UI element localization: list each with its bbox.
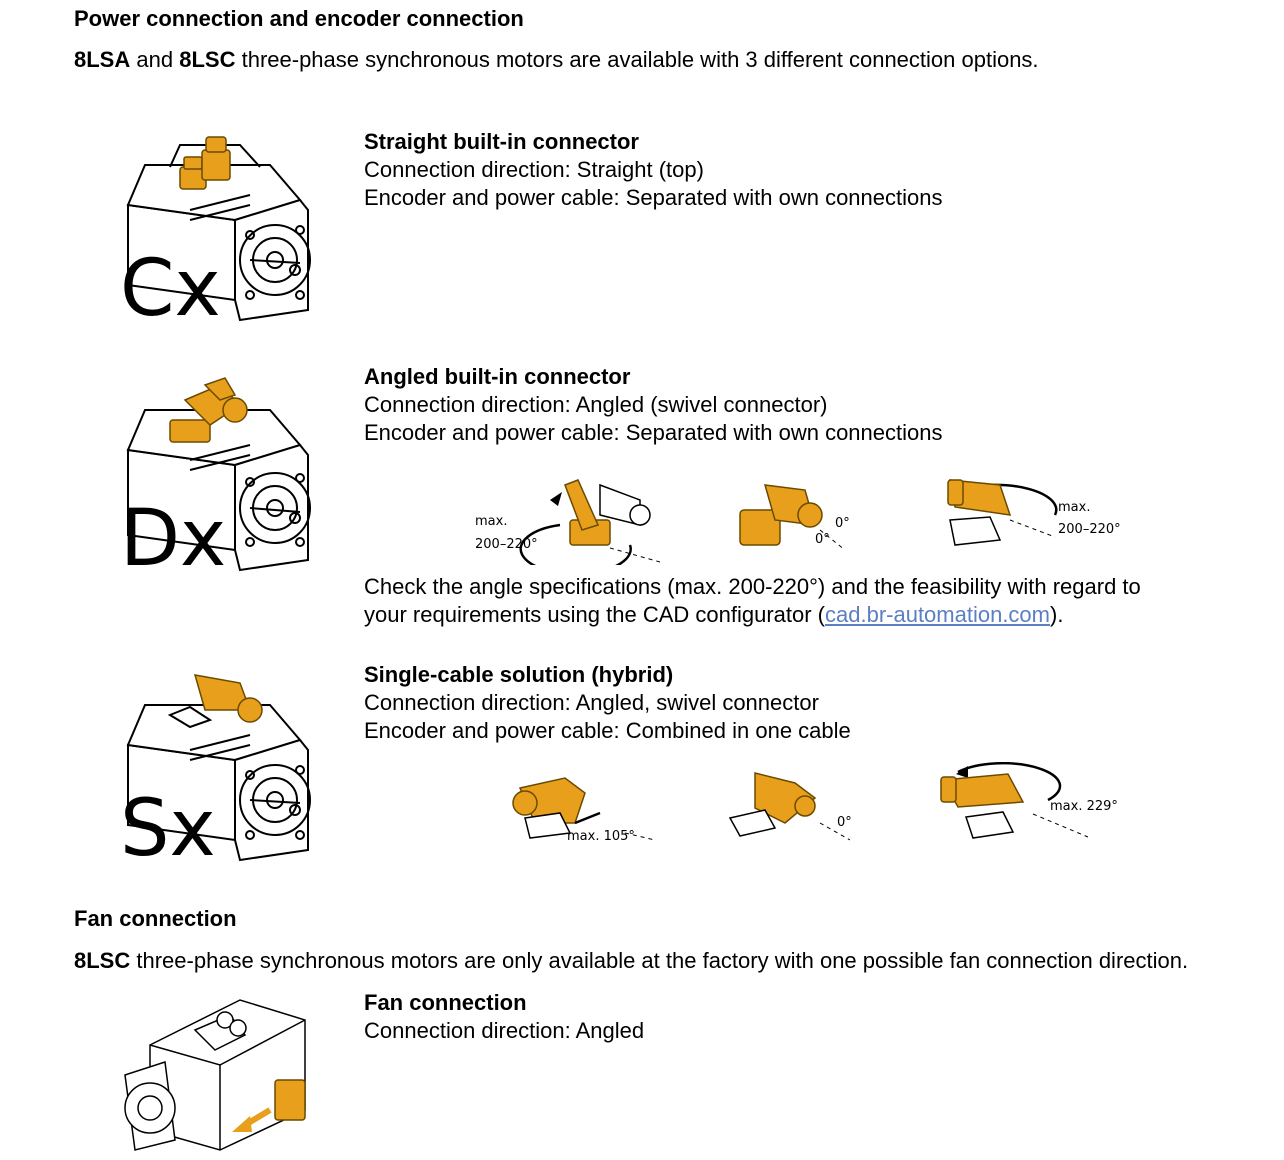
section-heading-power: Power connection and encoder connection [74, 6, 524, 31]
option-dx-title: Angled built-in connector [364, 364, 631, 389]
option-cx-title: Straight built-in connector [364, 129, 639, 154]
option-dx-text [364, 363, 942, 447]
option-cx-text [364, 128, 942, 212]
sx-angle-b-label: 0° [837, 815, 852, 830]
motor-cx-illustration [110, 125, 320, 325]
dx-angle-c-max: max. [1058, 500, 1091, 515]
code-sx: Sx [120, 784, 216, 865]
sx-angle-a-label: max. 105° [567, 829, 635, 844]
dx-angle-b-illustration [735, 475, 855, 560]
dx-note-line2 [364, 601, 1141, 629]
cad-configurator-link[interactable]: cad.br-automation.com [825, 602, 1050, 627]
motor-dx-illustration [110, 370, 320, 575]
option-sx-direction: Connection direction: Angled, swivel connector [364, 690, 819, 715]
dx-angle-c-range: 200–220° [1058, 522, 1121, 537]
intro-paragraph [74, 47, 1039, 73]
code-dx: Dx [120, 494, 227, 575]
option-sx-cable: Encoder and power cable: Combined in one cable [364, 718, 851, 743]
sx-angle-c-illustration [938, 762, 1118, 842]
fan-title: Fan connection [364, 990, 527, 1015]
dx-angle-c-illustration [940, 465, 1140, 555]
dx-angle-b-zero2: 0° [815, 532, 830, 547]
dx-note-pre: your requirements using the CAD configurator ( [364, 602, 825, 627]
intro-and: and [136, 47, 174, 72]
dx-note-line1: Check the angle specifications (max. 200-220°) and the feasibility with regard to [364, 574, 1141, 599]
option-dx-cable: Encoder and power cable: Separated with own connections [364, 420, 943, 445]
option-sx-text [364, 661, 851, 745]
dx-note [364, 573, 1141, 629]
fan-text [364, 989, 644, 1045]
option-cx-direction: Connection direction: Straight (top) [364, 157, 704, 182]
code-cx: Cx [120, 244, 221, 325]
dx-angle-a-range: 200–220° [475, 537, 538, 552]
option-sx-title: Single-cable solution (hybrid) [364, 662, 674, 687]
fan-intro-rest: three-phase synchronous motors are only available at the factory with one possible fan connection direction. [136, 948, 1189, 973]
sx-angle-b-illustration [725, 768, 855, 848]
intro-rest: three-phase synchronous motors are available with 3 different connection options. [241, 47, 1039, 72]
fan-motor-illustration [120, 990, 320, 1155]
dx-angle-a-illustration [470, 470, 670, 565]
section-heading-fan: Fan connection [74, 906, 237, 931]
motor-sx-illustration [110, 665, 320, 865]
option-cx-cable: Encoder and power cable: Separated with own connections [364, 185, 943, 210]
dx-angle-a-max: max. [475, 514, 508, 529]
model-8lsc: 8LSC [179, 47, 236, 72]
sx-angle-a-illustration [505, 768, 665, 848]
fan-intro-paragraph [74, 948, 1188, 974]
fan-direction: Connection direction: Angled [364, 1018, 645, 1043]
model-8lsa: 8LSA [74, 47, 131, 72]
model-8lsc-fan: 8LSC [74, 948, 131, 973]
sx-angle-c-label: max. 229° [1050, 799, 1118, 814]
dx-angle-b-zero1: 0° [835, 516, 850, 531]
dx-note-post: ). [1050, 602, 1064, 627]
option-dx-direction: Connection direction: Angled (swivel connector) [364, 392, 828, 417]
